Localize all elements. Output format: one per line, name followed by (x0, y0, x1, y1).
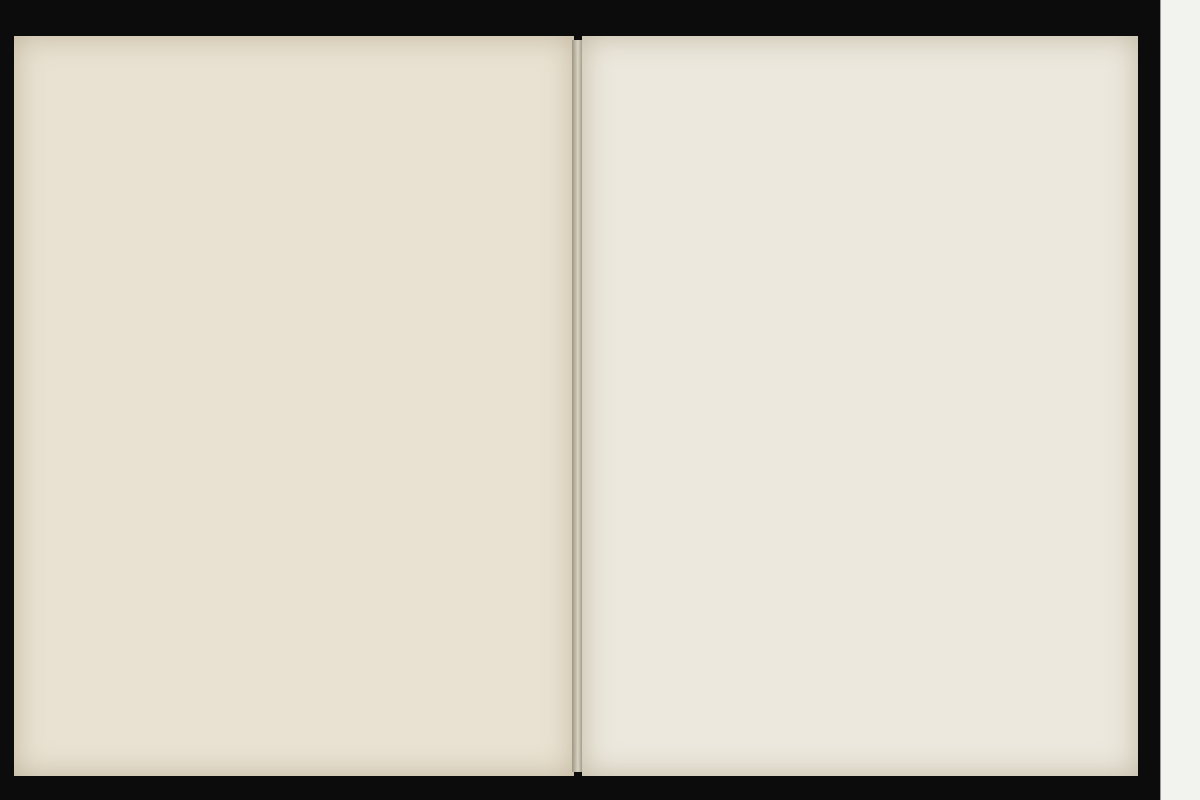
measurement-ruler (1160, 0, 1200, 800)
